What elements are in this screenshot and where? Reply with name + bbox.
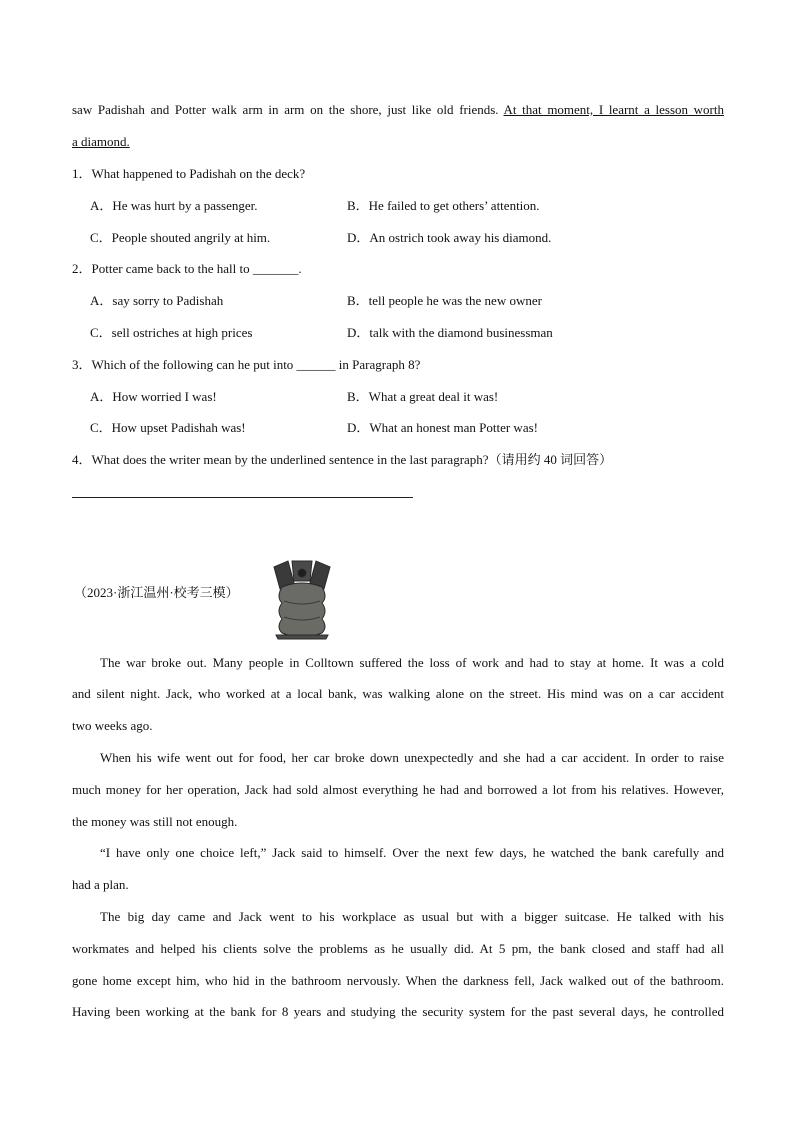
passage-line: The big day came and Jack went to his workplace as usual but with a bigger suitcase. He talked with his <box>100 909 724 924</box>
underlined-sentence-end: a diamond. <box>72 134 130 149</box>
passage-line: the money was still not enough. <box>72 814 238 829</box>
option-d[interactable]: D．An ostrich took away his diamond. <box>347 230 552 245</box>
answer-blank-line[interactable] <box>72 497 413 498</box>
passage-line: had a plan. <box>72 877 129 892</box>
option-b[interactable]: B．He failed to get others’ attention. <box>347 198 540 213</box>
question-stem: 4．What does the writer mean by the underlined sentence in the last paragraph?（请用约 40 词回答） <box>72 452 613 467</box>
question-stem: 1．What happened to Padishah on the deck? <box>72 166 306 181</box>
paragraph-line <box>72 102 724 118</box>
option-d[interactable]: D．talk with the diamond businessman <box>347 325 553 340</box>
underlined-sentence: At that moment, I learnt a lesson worth <box>503 102 724 117</box>
passage-line: “I have only one choice left,” Jack said to himself. Over the next few days, he watched the bank carefully and <box>100 845 724 860</box>
passage-line: When his wife went out for food, her car broke down unexpectedly and she had a car accident. In order to raise <box>100 750 724 765</box>
sack-figure-icon <box>266 557 338 641</box>
passage-line: gone home except him, who hid in the bathroom nervously. When the darkness fell, Jack walked out of the bathroom. <box>72 973 724 988</box>
option-d[interactable]: D．What an honest man Potter was! <box>347 420 538 435</box>
passage-line: workmates and helped his clients solve the problems as he usually did. At 5 pm, the bank closed and staff had all <box>72 941 724 956</box>
option-c[interactable]: C．sell ostriches at high prices <box>90 325 253 340</box>
passage-line: two weeks ago. <box>72 718 153 733</box>
option-a[interactable]: A．How worried I was! <box>90 389 217 404</box>
option-a[interactable]: A．say sorry to Padishah <box>90 293 224 308</box>
question-stem: 2．Potter came back to the hall to _______. <box>72 261 302 276</box>
option-b[interactable]: B．What a great deal it was! <box>347 389 499 404</box>
passage-line: The war broke out. Many people in Colltown suffered the loss of work and had to stay at home. It was a cold <box>100 655 724 670</box>
passage-line: much money for her operation, Jack had sold almost everything he had and borrowed a lot from his relatives. However, <box>72 782 724 797</box>
paragraph-line <box>72 134 724 150</box>
source-tag: （2023·浙江温州·校考三模） <box>74 585 239 600</box>
option-a[interactable]: A．He was hurt by a passenger. <box>90 198 258 213</box>
option-c[interactable]: C．How upset Padishah was! <box>90 420 246 435</box>
paragraph-text: saw Padishah and Potter walk arm in arm on the shore, just like old friends. <box>72 102 504 117</box>
passage-line: Having been working at the bank for 8 years and studying the security system for the past several days, he controlled <box>72 1004 724 1019</box>
option-b[interactable]: B．tell people he was the new owner <box>347 293 542 308</box>
option-c[interactable]: C．People shouted angrily at him. <box>90 230 271 245</box>
question-stem: 3．Which of the following can he put into ______ in Paragraph 8? <box>72 357 421 372</box>
passage-line: and silent night. Jack, who worked at a local bank, was walking alone on the street. His mind was on a car accident <box>72 686 724 701</box>
